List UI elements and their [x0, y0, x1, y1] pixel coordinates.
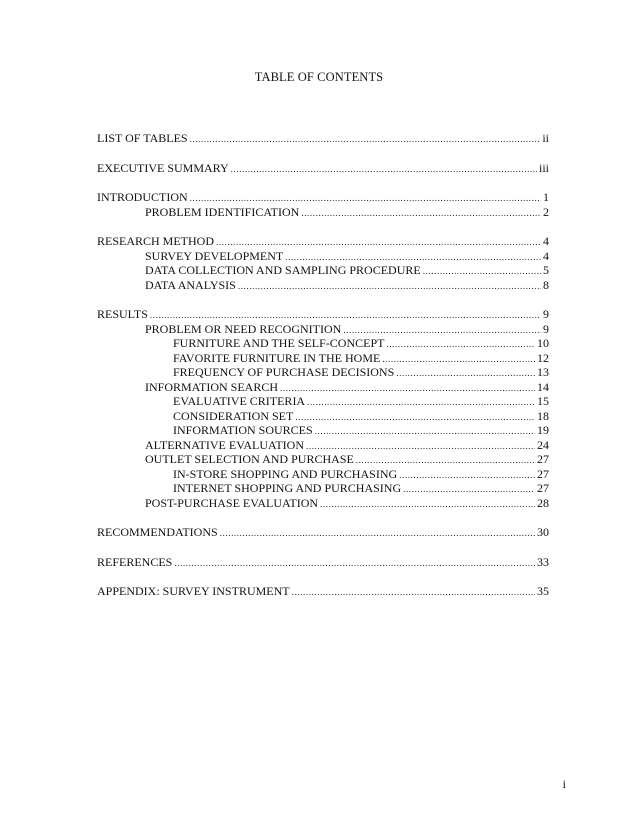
dot-leader — [190, 132, 541, 147]
toc-entry-label: RESEARCH METHOD — [97, 234, 215, 248]
toc-entry-label: APPENDIX: SURVEY INSTRUMENT — [97, 584, 290, 598]
dot-leader — [285, 250, 541, 265]
toc-entry-label: DATA COLLECTION AND SAMPLING PROCEDURE — [145, 263, 421, 277]
dot-leader — [216, 235, 541, 250]
toc-entry-label: SURVEY DEVELOPMENT — [145, 248, 284, 263]
toc-entry[interactable] — [97, 365, 549, 380]
dot-leader — [174, 556, 535, 571]
toc-entry-page: 10 — [537, 336, 549, 350]
toc-entry-label: INTERNET SHOPPING AND PURCHASING — [173, 481, 402, 495]
dot-leader — [343, 323, 541, 338]
toc-entry-page: 33 — [537, 554, 549, 569]
toc-entry-label: PROBLEM OR NEED RECOGNITION — [145, 321, 342, 336]
dot-leader — [190, 191, 541, 206]
dot-leader — [320, 497, 535, 512]
toc-entry[interactable] — [97, 380, 549, 395]
toc-entry[interactable] — [97, 452, 549, 467]
toc-entry-page: 30 — [537, 525, 549, 539]
toc-entry[interactable] — [97, 249, 549, 264]
dot-leader — [423, 264, 541, 279]
toc-entry[interactable] — [97, 307, 549, 322]
toc-entry[interactable] — [97, 438, 549, 453]
dot-leader — [238, 279, 541, 294]
toc-entry-page: 2 — [543, 204, 549, 219]
toc-entry-page: 35 — [537, 584, 549, 598]
toc-entry-page: 27 — [537, 466, 549, 481]
toc-entry[interactable] — [97, 555, 549, 570]
toc-entry-page: 24 — [537, 437, 549, 452]
toc-entry-page: 13 — [537, 365, 549, 379]
toc-entry[interactable] — [97, 584, 549, 599]
dot-leader — [396, 366, 535, 381]
toc-entry-page: 1 — [543, 190, 549, 204]
dot-leader — [315, 424, 535, 439]
toc-entry-label: POST-PURCHASE EVALUATION — [145, 495, 319, 510]
toc-entry-label: EVALUATIVE CRITERIA — [173, 394, 306, 408]
dot-leader — [307, 395, 535, 410]
toc-title: TABLE OF CONTENTS — [254, 70, 384, 84]
dot-leader — [280, 381, 535, 396]
toc-entry-label: CONSIDERATION SET — [173, 408, 294, 423]
toc-entry-page: 27 — [537, 481, 549, 495]
toc-entry[interactable] — [97, 322, 549, 337]
toc-entry[interactable] — [97, 278, 549, 293]
toc-entry-label: INFORMATION SEARCH — [145, 379, 279, 394]
dot-leader — [301, 206, 541, 221]
toc-entry-page: 12 — [537, 350, 549, 365]
toc-entry-label: FURNITURE AND THE SELF-CONCEPT — [173, 336, 385, 350]
toc-entry-page: ii — [542, 131, 549, 145]
toc-entry-page: 9 — [543, 321, 549, 336]
toc-entry[interactable] — [97, 190, 549, 205]
toc-entry[interactable] — [97, 351, 549, 366]
toc-entry-page: 4 — [543, 248, 549, 263]
toc-entry-label: DATA ANALYSIS — [145, 277, 236, 292]
toc-entry-label: FREQUENCY OF PURCHASE DECISIONS — [173, 365, 395, 379]
dot-leader — [382, 352, 535, 367]
toc-entry[interactable] — [97, 161, 549, 176]
toc-entry-page: 5 — [543, 263, 549, 277]
toc-entry[interactable] — [97, 234, 549, 249]
toc-entry-page: 4 — [543, 234, 549, 248]
toc-entry-label: INTRODUCTION — [97, 190, 188, 204]
toc-entry-label: RECOMMENDATIONS — [97, 525, 218, 539]
toc-entry-label: INFORMATION SOURCES — [173, 423, 313, 437]
page-number: i — [562, 777, 566, 791]
toc-entry[interactable] — [97, 423, 549, 438]
dot-leader — [306, 439, 535, 454]
toc-entry-label: ALTERNATIVE EVALUATION — [145, 437, 304, 452]
toc-entry-label: RESULTS — [97, 307, 148, 321]
toc-list — [97, 131, 549, 599]
toc-entry[interactable] — [97, 336, 549, 351]
toc-entry-page: 8 — [543, 277, 549, 292]
dot-leader — [292, 585, 535, 600]
toc-entry-label: OUTLET SELECTION AND PURCHASE — [145, 452, 354, 466]
toc-entry-page: 19 — [537, 423, 549, 437]
toc-entry-page: 28 — [537, 495, 549, 510]
toc-entry[interactable] — [97, 525, 549, 540]
dot-leader — [231, 162, 537, 177]
toc-entry[interactable] — [97, 263, 549, 278]
toc-entry[interactable] — [97, 409, 549, 424]
toc-entry-label: REFERENCES — [97, 554, 173, 569]
dot-leader — [386, 337, 535, 352]
toc-entry[interactable] — [97, 205, 549, 220]
toc-entry[interactable] — [97, 131, 549, 146]
dot-leader — [220, 526, 535, 541]
dot-leader — [399, 468, 535, 483]
toc-entry-page: 18 — [537, 408, 549, 423]
toc-entry-label: FAVORITE FURNITURE IN THE HOME — [173, 350, 381, 365]
toc-entry[interactable] — [97, 496, 549, 511]
toc-entry-label: EXECUTIVE SUMMARY — [97, 160, 229, 175]
toc-entry-label: IN-STORE SHOPPING AND PURCHASING — [173, 466, 398, 481]
toc-entry-page: 14 — [537, 379, 549, 394]
toc-entry[interactable] — [97, 394, 549, 409]
toc-entry[interactable] — [97, 467, 549, 482]
dot-leader — [356, 453, 535, 468]
toc-entry[interactable] — [97, 481, 549, 496]
toc-entry-page: 27 — [537, 452, 549, 466]
toc-entry-page: 9 — [543, 307, 549, 321]
toc-entry-page: iii — [538, 160, 549, 175]
toc-entry-label: LIST OF TABLES — [97, 131, 188, 145]
dot-leader — [403, 482, 535, 497]
toc-entry-page: 15 — [537, 394, 549, 408]
toc-entry-label: PROBLEM IDENTIFICATION — [145, 204, 300, 219]
dot-leader — [150, 308, 541, 323]
dot-leader — [295, 410, 535, 425]
